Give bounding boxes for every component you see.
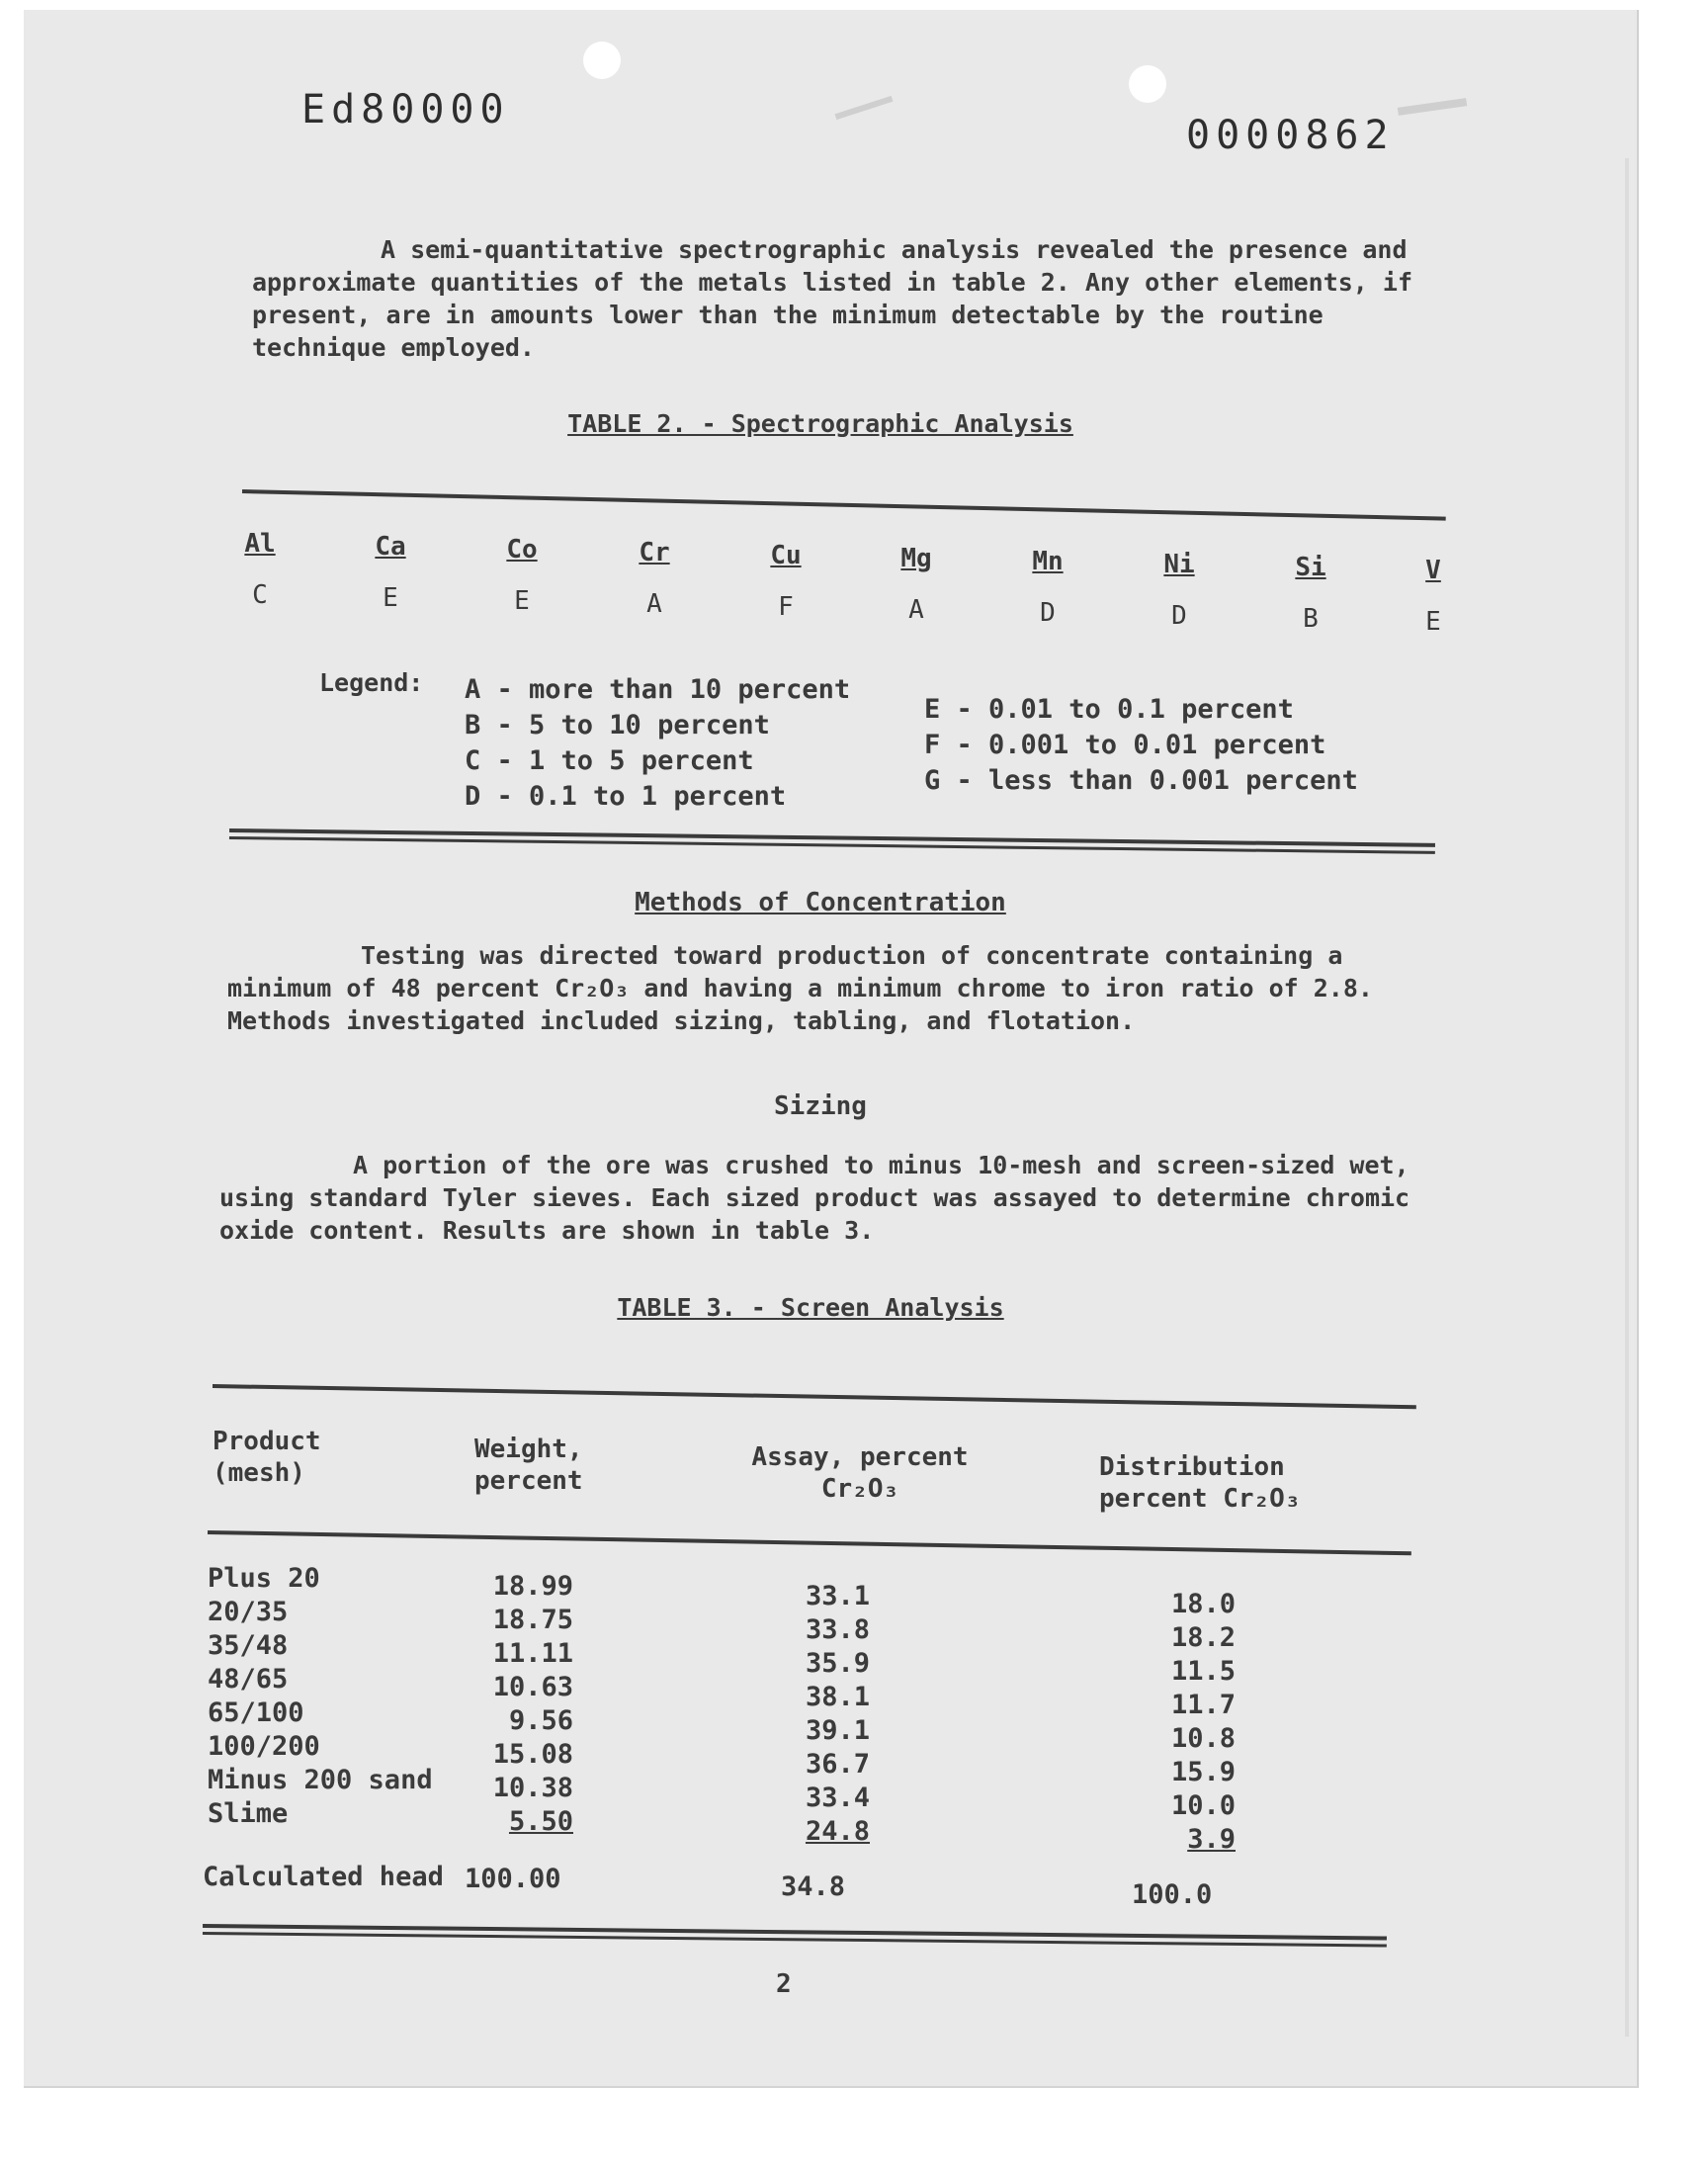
- element-symbol: Cr: [639, 538, 670, 567]
- methods-heading: Methods of Concentration: [635, 888, 1006, 917]
- table-cell: 35.9: [805, 1648, 870, 1679]
- header-line: Distribution: [1099, 1452, 1285, 1482]
- table-cell: 11.11: [492, 1638, 573, 1669]
- element-cell: [610, 538, 699, 619]
- table-cell: 10.63: [492, 1672, 573, 1702]
- element-class: E: [514, 586, 530, 616]
- table2-caption: TABLE 2. - Spectrographic Analysis: [567, 409, 1073, 438]
- header-line: Weight,: [474, 1435, 583, 1464]
- punch-hole: [583, 42, 621, 79]
- column-weight: [465, 1570, 573, 1839]
- table-cell: 18.0: [1170, 1589, 1236, 1619]
- page-edge: [1625, 158, 1629, 2037]
- page-number: 2: [776, 1969, 792, 1999]
- table-cell: 48/65: [208, 1664, 289, 1695]
- table-cell: 5.50: [508, 1806, 573, 1837]
- table-cell: 10.8: [1170, 1723, 1236, 1754]
- total-weight: 100.00: [465, 1864, 561, 1894]
- header-line: Assay, percent: [751, 1442, 969, 1472]
- element-symbol: Cu: [770, 541, 802, 570]
- legend-left-column: [465, 672, 850, 815]
- table-cell: Slime: [208, 1798, 289, 1829]
- punch-hole: [1129, 65, 1166, 103]
- element-class: D: [1171, 601, 1187, 631]
- element-symbol: Mn: [1032, 547, 1064, 576]
- table3-caption: TABLE 3. - Screen Analysis: [617, 1293, 1004, 1322]
- table-cell: 11.7: [1170, 1690, 1236, 1720]
- legend-entry: B - 5 to 10 percent: [465, 710, 770, 740]
- table-cell: Plus 20: [208, 1563, 320, 1594]
- legend-entry: A - more than 10 percent: [465, 674, 851, 705]
- table-cell: 10.38: [492, 1773, 573, 1803]
- legend-entry: C - 1 to 5 percent: [465, 745, 754, 776]
- element-class: C: [252, 580, 268, 610]
- element-class: E: [383, 583, 398, 613]
- table-cell: 18.99: [492, 1571, 573, 1602]
- table-cell: 9.56: [508, 1705, 573, 1736]
- table-cell: 18.75: [492, 1605, 573, 1635]
- column-product: [208, 1562, 433, 1831]
- header-distribution: [1099, 1451, 1301, 1515]
- table-cell: 100/200: [208, 1731, 320, 1762]
- header-weight: [474, 1434, 583, 1497]
- total-assay: 34.8: [781, 1871, 846, 1902]
- table-cell: Minus 200 sand: [208, 1765, 433, 1795]
- table-cell: 35/48: [208, 1630, 289, 1661]
- stamp-right: 0000862: [1186, 113, 1395, 158]
- total-distribution: 100.0: [1132, 1879, 1213, 1910]
- element-symbol: Si: [1295, 553, 1326, 582]
- table-cell: 36.7: [805, 1749, 870, 1780]
- table-cell: 11.5: [1170, 1656, 1236, 1687]
- legend-entry: E - 0.01 to 0.1 percent: [924, 694, 1294, 725]
- element-symbol: Co: [506, 535, 538, 565]
- element-class: A: [646, 589, 662, 619]
- paper-mark: [835, 96, 894, 120]
- element-cell: [741, 541, 830, 622]
- table-cell: 39.1: [805, 1715, 870, 1746]
- header-line: (mesh): [213, 1458, 305, 1488]
- header-product: [213, 1426, 321, 1489]
- element-cell: [1135, 550, 1224, 631]
- header-line: percent: [474, 1466, 583, 1496]
- element-cell: [477, 535, 566, 616]
- legend-entry: G - less than 0.001 percent: [924, 765, 1358, 796]
- header-line: percent Cr₂O₃: [1099, 1484, 1301, 1514]
- table-cell: 33.1: [805, 1581, 870, 1611]
- legend-entry: D - 0.1 to 1 percent: [465, 781, 787, 812]
- table-cell: 15.9: [1170, 1757, 1236, 1787]
- table-cell: 3.9: [1187, 1824, 1236, 1855]
- table-cell: 10.0: [1170, 1790, 1236, 1821]
- legend-right-column: [924, 692, 1358, 799]
- element-symbol: Al: [244, 529, 276, 559]
- element-symbol: Mg: [900, 544, 932, 573]
- header-line: Cr₂O₃: [820, 1474, 899, 1504]
- stamp-left: Ed80000: [301, 87, 510, 132]
- element-cell: [215, 529, 304, 610]
- table-cell: 24.8: [805, 1816, 870, 1847]
- element-cell: [872, 544, 961, 625]
- paper-mark: [1398, 98, 1467, 116]
- table-cell: 15.08: [492, 1739, 573, 1770]
- element-class: D: [1040, 598, 1056, 628]
- element-class: E: [1425, 607, 1441, 637]
- sizing-heading: Sizing: [774, 1091, 867, 1121]
- table-cell: 38.1: [805, 1682, 870, 1712]
- legend-title: Legend:: [319, 668, 424, 697]
- element-cell: [1266, 553, 1355, 634]
- methods-paragraph: Testing was directed toward production of concentrate containing a minimum of 48 percent Cr₂O₃ and having a minimum chrome to iron ratio of 2.8. Methods investigated included sizing, tabling, and flotation.: [227, 941, 1373, 1035]
- column-assay: [781, 1580, 870, 1849]
- element-class: A: [908, 595, 924, 625]
- table-cell: 20/35: [208, 1597, 289, 1627]
- element-cell: [1003, 547, 1092, 628]
- element-symbol: Ca: [375, 532, 406, 562]
- element-class: B: [1303, 604, 1319, 634]
- intro-paragraph: A semi-quantitative spectrographic analysis revealed the presence and approximate quantities of the metals listed in table 2. Any other elements, if present, are in amounts lower than the minimum detectable by the routine technique employed.: [252, 235, 1412, 362]
- element-symbol: V: [1425, 556, 1441, 585]
- element-cell: [1389, 556, 1478, 637]
- table-cell: 33.8: [805, 1614, 870, 1645]
- element-symbol: Ni: [1163, 550, 1195, 579]
- element-cell: [346, 532, 435, 613]
- column-distribution: [1147, 1588, 1236, 1857]
- sizing-paragraph: A portion of the ore was crushed to minus 10-mesh and screen-sized wet, using standard Tyler sieves. Each sized product was assayed to determine chromic oxide content. Results are shown in table 3.: [219, 1151, 1410, 1245]
- header-assay: [736, 1441, 983, 1505]
- table-cell: 33.4: [805, 1783, 870, 1813]
- header-line: Product: [213, 1427, 321, 1456]
- table-cell: 18.2: [1170, 1622, 1236, 1653]
- total-row-label: Calculated head: [203, 1862, 444, 1892]
- legend-entry: F - 0.001 to 0.01 percent: [924, 730, 1326, 760]
- table-cell: 65/100: [208, 1697, 304, 1728]
- element-class: F: [778, 592, 794, 622]
